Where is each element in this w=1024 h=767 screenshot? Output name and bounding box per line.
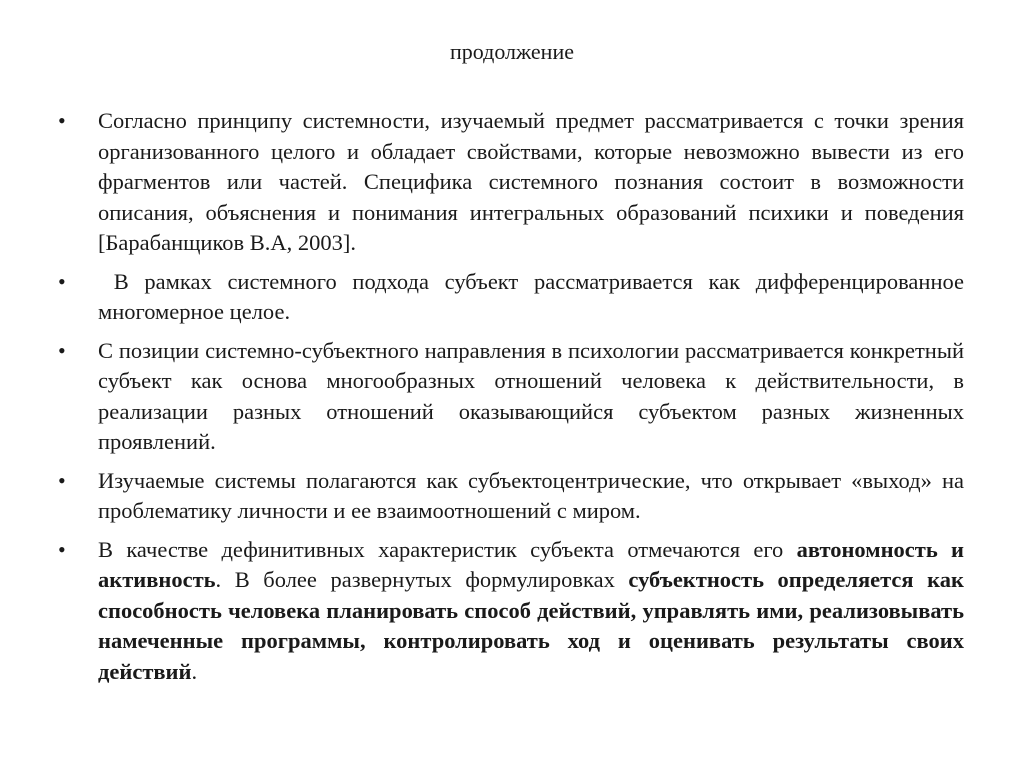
bullet-text-part: . В более развернутых формулировках (215, 567, 629, 592)
list-item (58, 535, 964, 688)
bold-phrase: субъектность определяется как способность человека планировать способ действий, управлять ими, реализовывать намеченные программы, контролировать ход и оценивать результаты своих действий (98, 567, 964, 684)
bullet-text-part: . (191, 658, 198, 684)
bold-phrase: автономность и активность (98, 536, 964, 592)
bullet-icon: • (58, 536, 66, 562)
bullet-text: Согласно принципу системности, изучаемый предмет рассматривается с точки зрения организованного целого и обладает свойствами, которые невозможно вывести из его фрагментов или частей. Специфика системного познания состоит в возможности описания, объяснения и понимания интегральных образований психики и поведения [Барабанщиков В.А, 2003]. (98, 108, 964, 255)
bullet-text: В рамках системного подхода субъект рассматривается как дифференцированное многомерное целое. (98, 268, 970, 324)
bullet-list (58, 106, 970, 695)
list-item (58, 106, 964, 259)
bullet-text-part: В качестве дефинитивных характеристик субъекта отмечаются его (98, 536, 797, 562)
bullet-icon: • (58, 337, 66, 363)
bullet-icon: • (58, 268, 66, 294)
bullet-text: Изучаемые системы полагаются как субъектоцентрические, что открывает «выход» на проблематику личности и ее взаимоотношений с миром. (98, 467, 964, 523)
list-item (58, 267, 970, 328)
bullet-text: С позиции системно-субъектного направления в психологии рассматривается конкретный субъект как основа многообразных отношений человека к действительности, в реализации разных отношений оказывающийся субъектом разных жизненных проявлений. (98, 337, 964, 454)
bullet-icon: • (58, 467, 66, 493)
bullet-icon: • (58, 108, 66, 133)
list-item (58, 336, 964, 458)
page-title: продолжение (449, 39, 574, 64)
list-item (58, 466, 964, 527)
